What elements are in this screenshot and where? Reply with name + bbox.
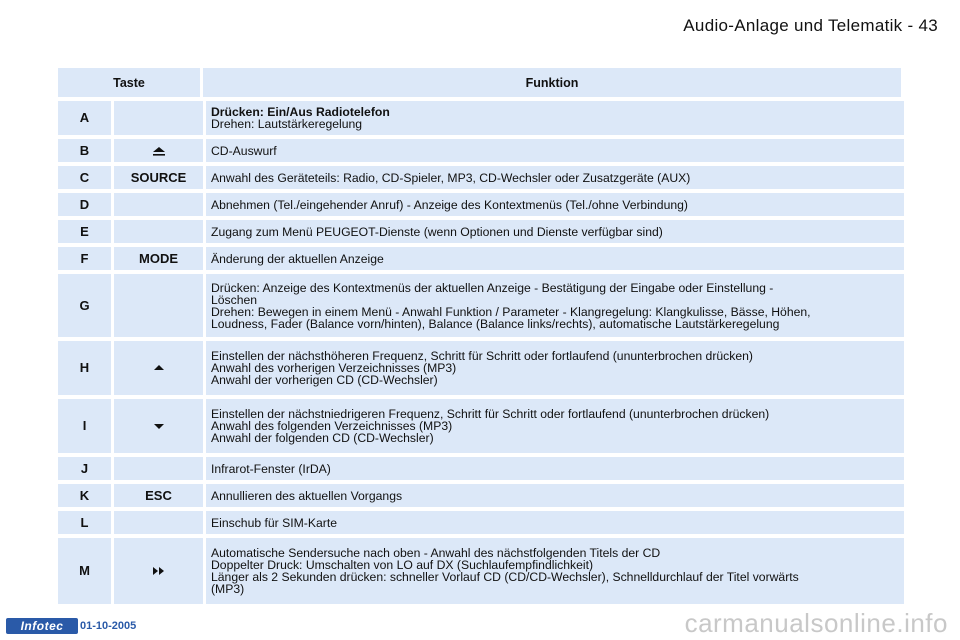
row-button	[114, 193, 203, 216]
row-function	[206, 399, 904, 453]
row-button	[114, 511, 203, 534]
row-function	[206, 166, 904, 189]
row-key: G	[58, 274, 111, 337]
row-key: A	[58, 101, 111, 135]
function-line: Loudness, Fader (Balance vorn/hinten), Balance (Balance links/rechts), automatische Lautstärkeregelung	[211, 316, 780, 331]
function-line: Infrarot-Fenster (IrDA)	[211, 461, 331, 476]
row-key: J	[58, 457, 111, 480]
function-line: Drehen: Lautstärkeregelung	[211, 117, 363, 131]
function-line: Anwahl des Geräteteils: Radio, CD-Spieler, MP3, CD-Wechsler oder Zusatzgeräte (AUX)	[211, 170, 691, 185]
function-line: Zugang zum Menü PEUGEOT-Dienste (wenn Optionen und Dienste verfügbar sind)	[211, 224, 663, 239]
function-line: Einstellen der nächsthöheren Frequenz, Schritt für Schritt oder fortlaufend (ununterbrochen drücken)	[211, 349, 753, 363]
table-row	[58, 220, 904, 243]
table-body	[58, 101, 904, 604]
table-header-row	[58, 68, 904, 97]
row-button: SOURCE	[114, 166, 203, 189]
row-button	[114, 220, 203, 243]
row-button: MODE	[114, 247, 203, 270]
table-row	[58, 247, 904, 270]
function-line: Anwahl des folgenden Verzeichnisses (MP3)	[211, 419, 453, 433]
row-key: F	[58, 247, 111, 270]
function-line: Änderung der aktuellen Anzeige	[211, 251, 384, 266]
row-function	[206, 341, 904, 395]
row-button	[114, 457, 203, 480]
print-date: 01-10-2005	[80, 620, 137, 632]
row-function	[206, 220, 904, 243]
fast-forward-icon	[152, 566, 166, 576]
table-row	[58, 538, 904, 604]
function-line: Doppelter Druck: Umschalten von LO auf DX (Suchlaufempfindlichkeit)	[211, 558, 594, 572]
page-title: Audio-Anlage und Telematik - 43	[683, 16, 938, 35]
up-icon	[153, 364, 165, 372]
row-function	[206, 511, 904, 534]
function-line: Löschen	[211, 292, 258, 307]
row-button	[114, 101, 203, 135]
table-row	[58, 341, 904, 395]
table-row	[58, 139, 904, 162]
table-row	[58, 457, 904, 480]
row-key: B	[58, 139, 111, 162]
row-function	[206, 457, 904, 480]
row-function	[206, 139, 904, 162]
row-button	[114, 139, 203, 162]
row-function	[206, 101, 904, 135]
row-key: L	[58, 511, 111, 534]
row-function	[206, 274, 904, 337]
row-button: ESC	[114, 484, 203, 507]
row-function	[206, 193, 904, 216]
row-key: M	[58, 538, 111, 604]
table-row	[58, 274, 904, 337]
row-button	[114, 274, 203, 337]
row-key: C	[58, 166, 111, 189]
function-line: Annullieren des aktuellen Vorgangs	[211, 488, 403, 503]
function-bold-line: Drücken: Ein/Aus Radiotelefon	[211, 105, 390, 119]
column-header-funktion: Funktion	[203, 68, 901, 97]
row-button	[114, 399, 203, 453]
column-header-taste: Taste	[58, 68, 200, 97]
table-row	[58, 101, 904, 135]
function-table	[58, 68, 904, 608]
row-function	[206, 247, 904, 270]
function-line: Anwahl der vorherigen CD (CD-Wechsler)	[211, 373, 438, 387]
table-row	[58, 193, 904, 216]
function-line: Länger als 2 Sekunden drücken: schneller Vorlauf CD (CD/CD-Wechsler), Schnelldurchlauf der Titel vorwärts	[211, 570, 799, 584]
function-line: (MP3)	[211, 582, 245, 596]
row-key: E	[58, 220, 111, 243]
infotec-logo: Infotec	[6, 618, 78, 634]
table-row	[58, 511, 904, 534]
function-line: Einstellen der nächstniedrigeren Frequenz, Schritt für Schritt oder fortlaufend (ununterbrochen drücken)	[211, 407, 770, 421]
row-key: D	[58, 193, 111, 216]
row-key: I	[58, 399, 111, 453]
row-function	[206, 484, 904, 507]
watermark: carmanualsonline.info	[684, 608, 948, 638]
row-button	[114, 538, 203, 604]
down-icon	[153, 422, 165, 430]
function-line: Abnehmen (Tel./eingehender Anruf) - Anzeige des Kontextmenüs (Tel./ohne Verbindung)	[211, 197, 688, 212]
table-row	[58, 484, 904, 507]
function-line: Einschub für SIM-Karte	[211, 515, 337, 530]
function-line: CD-Auswurf	[211, 143, 277, 158]
function-line: Anwahl der folgenden CD (CD-Wechsler)	[211, 431, 434, 445]
function-line: Anwahl des vorherigen Verzeichnisses (MP3)	[211, 361, 457, 375]
eject-icon	[151, 146, 167, 156]
function-line: Drücken: Anzeige des Kontextmenüs der aktuellen Anzeige - Bestätigung der Eingabe oder Einstellung -	[211, 280, 774, 295]
function-line: Automatische Sendersuche nach oben - Anwahl des nächstfolgenden Titels der CD	[211, 546, 661, 560]
table-row	[58, 399, 904, 453]
row-button	[114, 341, 203, 395]
function-line: Drehen: Bewegen in einem Menü - Anwahl Funktion / Parameter - Klangregelung: Klangkulisse, Bässe, Höhen,	[211, 304, 811, 319]
row-key: K	[58, 484, 111, 507]
row-function	[206, 538, 904, 604]
table-row	[58, 166, 904, 189]
row-key: H	[58, 341, 111, 395]
